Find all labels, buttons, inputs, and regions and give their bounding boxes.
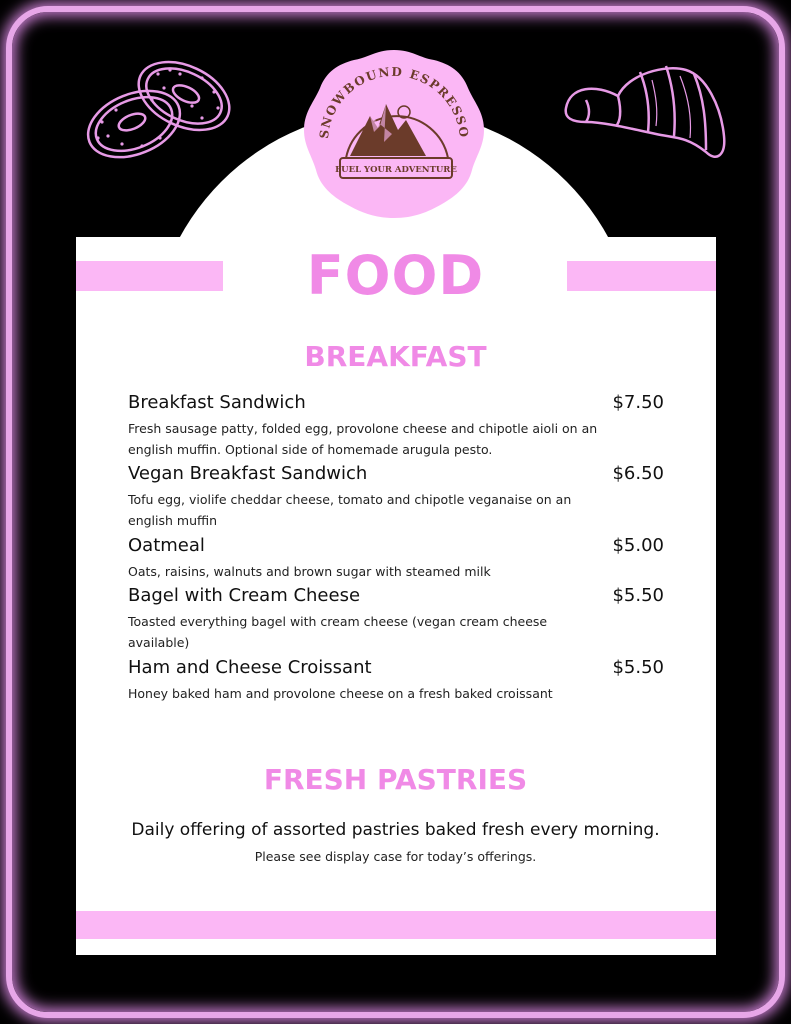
- logo-brand-text: SNOWBOUND ESPRESSO: [316, 64, 472, 140]
- bottom-bar: [76, 911, 716, 939]
- pastries-description: Daily offering of assorted pastries baked fresh every morning.: [131, 820, 660, 840]
- item-description: Honey baked ham and provolone cheese on a fresh baked croissant: [128, 686, 553, 701]
- item-description: Toasted everything bagel with cream cheese (vegan cream cheese available): [128, 614, 548, 650]
- croissant-icon: [556, 56, 732, 168]
- breakfast-heading: BREAKFAST: [304, 340, 487, 373]
- pastries-heading: FRESH PASTRIES: [263, 763, 528, 796]
- donut-icon: [72, 52, 242, 164]
- item-name: Ham and Cheese Croissant: [128, 657, 372, 678]
- item-price: $5.50: [612, 657, 664, 678]
- item-description: Oats, raisins, walnuts and brown sugar with steamed milk: [128, 564, 491, 579]
- item-description: Tofu egg, violife cheddar cheese, tomato and chipotle veganaise on an english muffin: [128, 492, 572, 528]
- page-title: FOOD: [306, 244, 485, 307]
- pastries-note: Please see display case for today’s offerings.: [254, 849, 537, 864]
- item-price: $5.50: [612, 585, 664, 606]
- item-description: Fresh sausage patty, folded egg, provolone cheese and chipotle aioli on an english muffin. Optional side of homemade arugula pesto.: [128, 421, 598, 457]
- item-name: Vegan Breakfast Sandwich: [128, 463, 368, 484]
- item-price: $6.50: [612, 463, 664, 484]
- item-price: $5.00: [612, 535, 664, 556]
- logo-tagline-text: FUEL YOUR ADVENTURE: [335, 165, 457, 175]
- item-name: Breakfast Sandwich: [128, 392, 306, 413]
- item-name: Bagel with Cream Cheese: [128, 585, 361, 606]
- item-name: Oatmeal: [128, 535, 205, 556]
- logo-badge-icon: [300, 46, 488, 222]
- brand-logo: [300, 46, 488, 222]
- item-price: $7.50: [612, 392, 664, 413]
